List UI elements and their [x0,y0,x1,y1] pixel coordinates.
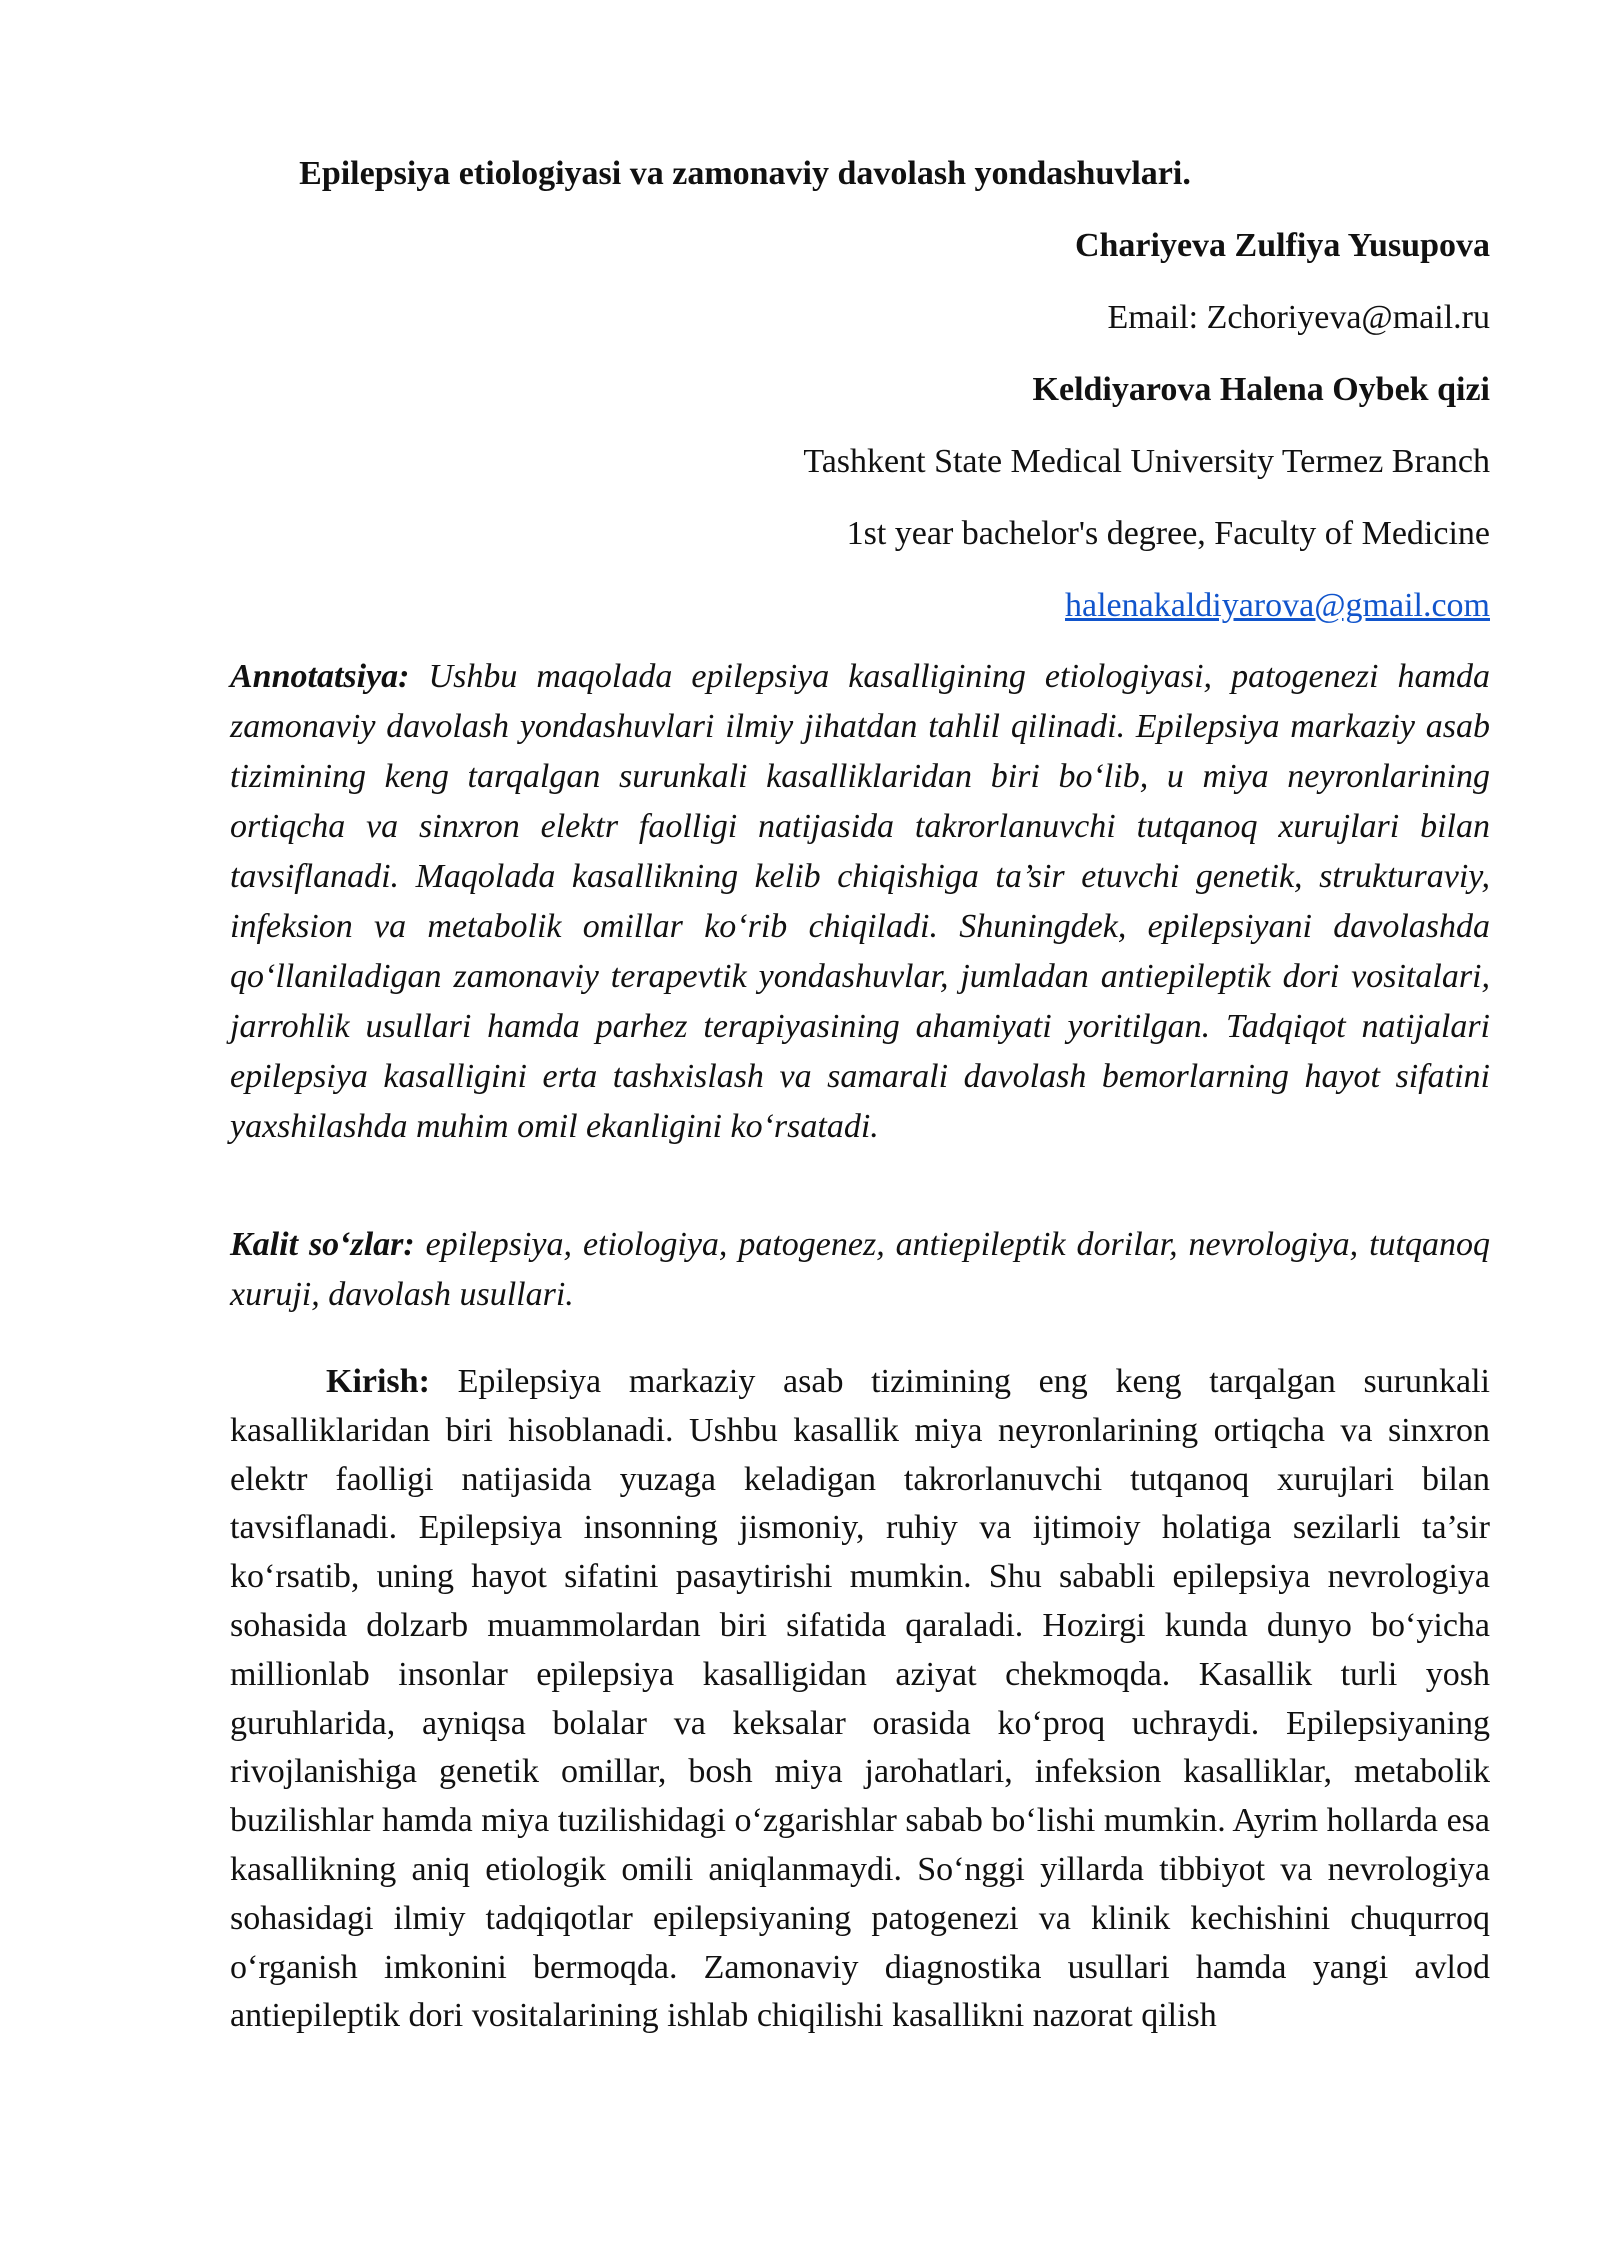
keywords-text: epilepsiya, etiologiya, patogenez, antiepileptik dorilar, nevrologiya, tutqanoq xuruji, davolash usullari. [230,1226,1490,1313]
introduction-text: Epilepsiya markaziy asab tizimining eng keng tarqalgan surunkali kasalliklaridan biri hisoblanadi. Ushbu kasallik miya neyronlarining ortiqcha va sinxron elektr faolligi natijasida yuzaga keladigan takrorlanuvchi tutqanoq xurujlari bilan tavsiflanadi. Epilepsiya insonning jismoniy, ruhiy va ijtimoiy holatiga sezilarli ta’sir ko‘rsatib, uning hayot sifatini pasaytirishi mumkin. Shu sababli epilepsiya nevrologiya sohasida dolzarb muammolardan biri sifatida qaraladi. Hozirgi kunda dunyo bo‘yicha millionlab insonlar epilepsiya kasalligidan aziyat chekmoqda. Kasallik turli yosh guruhlarida, ayniqsa bolalar va keksalar orasida ko‘proq uchraydi. Epilepsiyaning rivojlanishiga genetik omillar, bosh miya jarohatlari, infeksion kasalliklar, metabolik buzilishlar hamda miya tuzilishidagi o‘zgarishlar sabab bo‘lishi mumkin. Ayrim hollarda esa kasallikning aniq etiologik omili aniqlanmaydi. So‘nggi yillarda tibbiyot va nevrologiya sohasidagi ilmiy tadqiqotlar epilepsiyaning patogenezi va klinik kechishini chuqurroq o‘rganish imkonini bermoqda. Zamonaviy diagnostika usullari hamda yangi avlod antiepileptik dori vositalarining ishlab chiqilishi kasallikni nazorat qilish [230,1363,1490,2035]
author-name-secondary: Keldiyarova Halena Oybek qizi [1032,371,1490,408]
author-email-secondary-line [230,584,1490,628]
paper-title: Epilepsiya etiologiyasi va zamonaviy davolash yondashuvlari. [299,155,1191,192]
author-degree: 1st year bachelor's degree, Faculty of Medicine [846,515,1490,552]
author-affiliation: Tashkent State Medical University Termez Branch [803,443,1490,480]
author-name-primary: Chariyeva Zulfiya Yusupova [1074,227,1490,264]
abstract-text: Ushbu maqolada epilepsiya kasalligining etiologiyasi, patogenezi hamda zamonaviy davolash yondashuvlari ilmiy jihatdan tahlil qilinadi. Epilepsiya markaziy asab tizimining keng tarqalgan surunkali kasalliklaridan biri bo‘lib, u miya neyronlarining ortiqcha va sinxron elektr faolligi natijasida takrorlanuvchi tutqanoq xurujlari bilan tavsiflanadi. Maqolada kasallikning kelib chiqishiga ta’sir etuvchi genetik, strukturaviy, infeksion va metabolik omillar ko‘rib chiqiladi. Shuningdek, epilepsiyani davolashda qo‘llaniladigan zamonaviy terapevtik yondashuvlar, jumladan antiepileptik dori vositalari, jarrohlik usullari hamda parhez terapiyasining ahamiyati yoritilgan. Tadqiqot natijalari epilepsiya kasalligini erta tashxislash va samarali davolash bemorlarning hayot sifatini yaxshilashda muhim omil ekanligini ko‘rsatadi. [230,658,1490,1145]
abstract-label: Annotatsiya: [230,658,410,695]
author-email-link[interactable]: halenakaldiyarova@gmail.com [1065,587,1490,624]
keywords-label: Kalit so‘zlar: [230,1226,415,1263]
introduction-paragraph [230,1358,1490,2041]
abstract-paragraph [230,652,1490,1152]
author-email-primary: Email: Zchoriyeva@mail.ru [1107,299,1490,336]
introduction-label: Kirish: [326,1363,430,1400]
keywords-paragraph [230,1220,1490,1320]
